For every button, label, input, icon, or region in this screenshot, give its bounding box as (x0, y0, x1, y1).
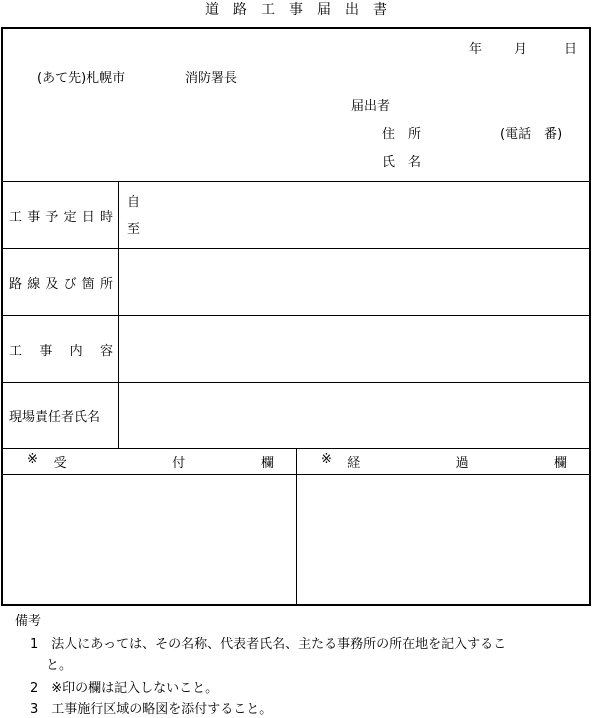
progress-box[interactable] (297, 476, 589, 604)
reception-header-char: 付 (172, 456, 186, 471)
header-block (3, 29, 589, 182)
content-row (3, 316, 589, 383)
route-label-char: 及 (45, 276, 59, 292)
supervisor-row (3, 383, 589, 449)
notification-form (1, 27, 591, 606)
content-label-char: 容 (99, 343, 113, 359)
note-item: 1 法人にあっては、その名称、代表者氏名、主たる事務所の所在地を記入するこ (30, 637, 507, 652)
progress-header-char: 過 (455, 456, 469, 471)
content-label-char: 工 (9, 343, 23, 359)
reception-header-char: 欄 (260, 456, 274, 471)
note-item: 2 ※印の欄は記入しないこと。 (30, 681, 219, 696)
phone-label: (電話 番) (500, 127, 563, 142)
schedule-label-char: 予 (45, 209, 59, 225)
route-row (3, 249, 589, 316)
date-day-label: 日 (564, 42, 578, 57)
content-label-char: 内 (69, 343, 83, 359)
content-label-char: 事 (39, 343, 53, 359)
supervisor-label-text: 現場責任者氏名 (9, 410, 101, 425)
route-label-char: 線 (27, 276, 41, 292)
progress-mark: ※ (321, 452, 332, 467)
schedule-from-label: 自 (127, 195, 141, 210)
fire-chief-label: 消防署長 (185, 71, 238, 86)
progress-header (297, 449, 589, 475)
address-label: 住 所 (382, 127, 422, 142)
name-label: 氏 名 (382, 155, 422, 170)
route-label-char: 箇 (81, 276, 95, 292)
addressee-label: (あて先)札幌市 (37, 71, 126, 86)
route-label-char: 所 (99, 276, 113, 292)
supervisor-label (3, 383, 119, 448)
schedule-label (3, 182, 119, 248)
schedule-to-label: 至 (127, 222, 141, 237)
applicant-label: 届出者 (351, 99, 391, 114)
route-label-char: 路 (9, 276, 23, 292)
schedule-value-field[interactable] (120, 182, 589, 248)
schedule-label-char: 工 (9, 209, 23, 225)
supervisor-value-field[interactable] (120, 383, 589, 448)
progress-header-char: 経 (347, 456, 361, 471)
schedule-label-char: 時 (99, 209, 113, 225)
reception-header (3, 449, 296, 475)
reception-box[interactable] (3, 476, 296, 604)
note-item: 3 工事施行区域の略図を添付すること。 (30, 702, 273, 717)
notes-heading: 備考 (15, 614, 42, 629)
date-year-label: 年 (469, 42, 483, 57)
reception-mark: ※ (27, 452, 38, 467)
note-item-continuation: と。 (46, 658, 73, 673)
reception-header-char: 受 (53, 456, 67, 471)
route-label (3, 249, 119, 315)
content-label (3, 316, 119, 382)
schedule-label-char: 事 (27, 209, 41, 225)
date-month-label: 月 (514, 42, 528, 57)
progress-header-char: 欄 (553, 456, 567, 471)
content-value-field[interactable] (120, 316, 589, 382)
schedule-row (3, 182, 589, 249)
route-value-field[interactable] (120, 249, 589, 315)
schedule-label-char: 日 (81, 209, 95, 225)
route-label-char: び (63, 276, 77, 292)
schedule-label-char: 定 (63, 209, 77, 225)
document-title: 道路工事届出書 (205, 2, 401, 18)
